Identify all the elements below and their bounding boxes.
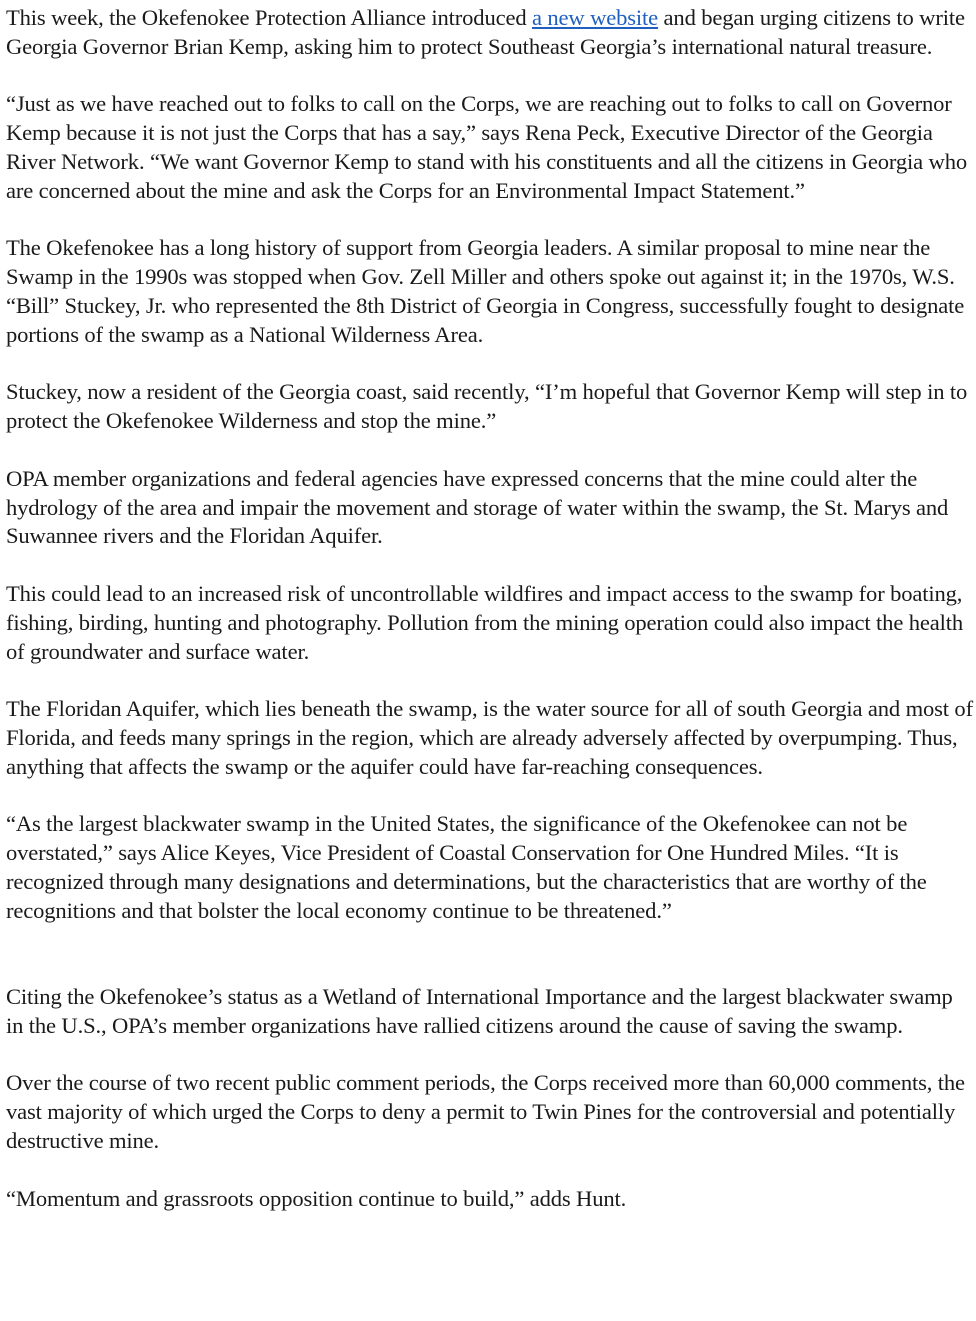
paragraph-keyes-quote: “As the largest blackwater swamp in the United States, the significance of the Okefenokee can not be overstated,” says Alice Keyes, Vice President of Coastal Conservation for One Hundred Miles. “It is recognized through many designations and determinations, but the characteristics that are worthy of the recognitions and that bolster the local economy continue to be threatened.”	[6, 811, 927, 923]
paragraph-hydrology: OPA member organizations and federal agencies have expressed concerns that the mine could alter the hydrology of the area and impair the movement and storage of water within the swamp, the St. Marys and Suwannee rivers and the Floridan Aquifer.	[6, 465, 949, 549]
paragraph-history: The Okefenokee has a long history of support from Georgia leaders. A similar proposal to mine near the Swamp in the 1990s was stopped when Gov. Zell Miller and others spoke out against it; in the 1970s, W.S. “Bill” Stuckey, Jr. who represented the 8th District of Georgia in Congress, successfully fought to designate portions of the swamp as a National Wilderness Area.	[6, 235, 965, 347]
paragraph-peck-quote: “Just as we have reached out to folks to call on the Corps, we are reaching out to folks to call on Governor Kemp because it is not just the Corps that has a say,” says Rena Peck, Executive Director of the Georgia River Network. “We want Governor Kemp to stand with his constituents and all the citizens in Georgia who are concerned about the mine and ask the Corps for an Environmental Impact Statement.”	[6, 91, 968, 203]
article-body	[6, 4, 974, 1242]
intro-text-after: and began urging citizens to write Georgia Governor Brian Kemp, asking him to protect Southeast Georgia’s international natural treasure.	[6, 5, 965, 59]
paragraph-wildfires: This could lead to an increased risk of uncontrollable wildfires and impact access to the swamp for boating, fishing, birding, hunting and photography. Pollution from the mining operation could also impact the health of groundwater and surface water.	[6, 580, 964, 664]
paragraph-public-comments: Over the course of two recent public comment periods, the Corps received more than 60,000 comments, the vast majority of which urged the Corps to deny a permit to Twin Pines for the controversial and potentially destructive mine.	[6, 1070, 965, 1154]
intro-text-before: This week, the Okefenokee Protection Alliance introduced	[6, 5, 532, 30]
paragraph-hunt-quote: “Momentum and grassroots opposition continue to build,” adds Hunt.	[6, 1185, 627, 1211]
new-website-link[interactable]: a new website	[532, 5, 659, 30]
paragraph-intro	[6, 4, 974, 62]
paragraph-aquifer: The Floridan Aquifer, which lies beneath the swamp, is the water source for all of south Georgia and most of Florida, and feeds many springs in the region, which are already adversely affected by overpumping. Thus, anything that affects the swamp or the aquifer could have far-reaching consequences.	[6, 696, 973, 779]
paragraph-wetland-status: Citing the Okefenokee’s status as a Wetland of International Importance and the largest blackwater swamp in the U.S., OPA’s member organizations have rallied citizens around the cause of saving the swamp.	[6, 984, 953, 1038]
paragraph-stuckey: Stuckey, now a resident of the Georgia coast, said recently, “I’m hopeful that Governor Kemp will step in to protect the Okefenokee Wilderness and stop the mine.”	[6, 379, 968, 434]
